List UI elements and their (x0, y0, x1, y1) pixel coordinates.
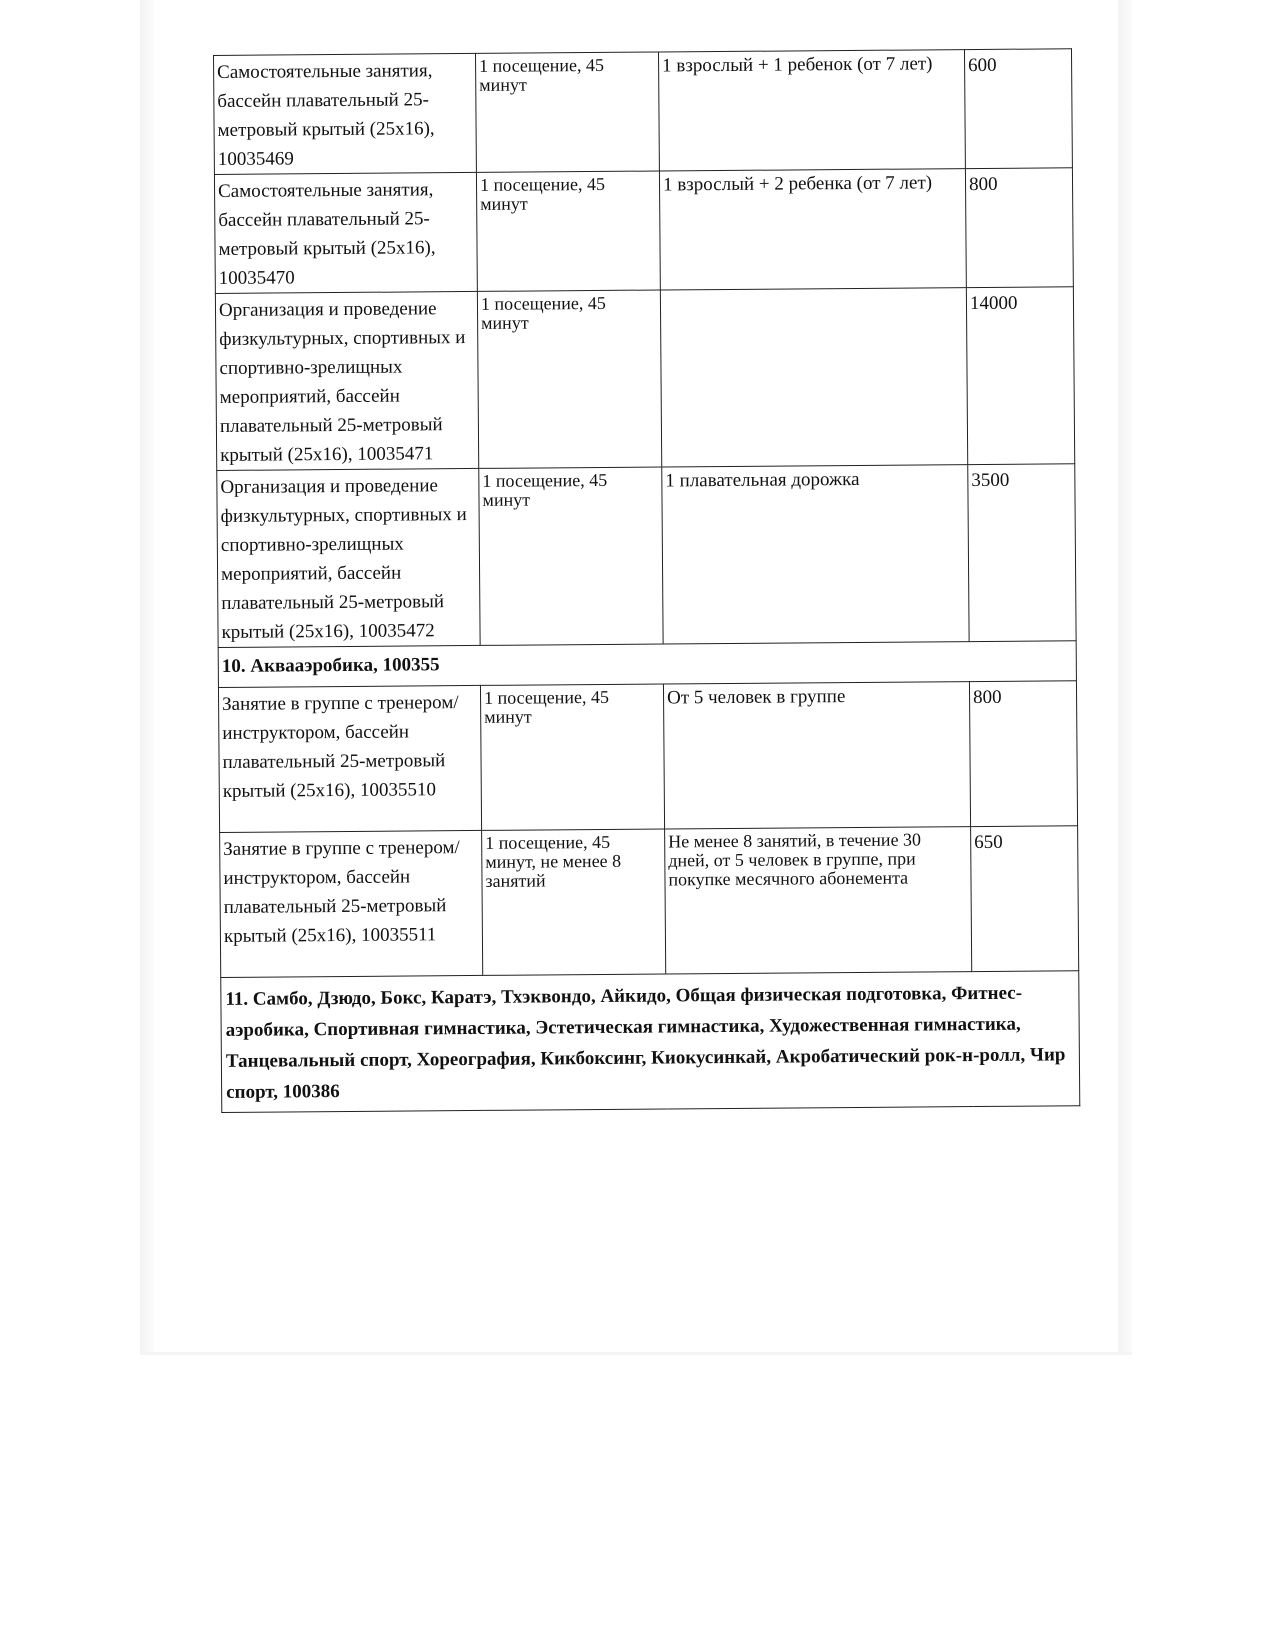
price-cell: 14000 (966, 287, 1074, 465)
service-name-cell: Занятие в группе с тренером/инструктором, бассейн плавательный 25-метровый крытый (25х16), 10035511 (220, 830, 483, 977)
table-row (214, 168, 1073, 294)
table-row (217, 464, 1076, 648)
price-cell: 650 (971, 826, 1079, 972)
scan-edge-left (140, 0, 154, 1355)
scan-edge-bottom (140, 1352, 1132, 1355)
scan-edge-right (1118, 0, 1132, 1355)
service-name-cell: Самостоятельные занятия, бассейн плавательный 25-метровый крытый (25х16), 10035470 (214, 172, 477, 293)
duration-cell: 1 посещение, 45 минут (480, 684, 664, 830)
price-table (213, 48, 1080, 1113)
section-header-row (221, 971, 1080, 1113)
duration-cell: 1 посещение, 45 минут (476, 171, 660, 291)
service-name-cell: Занятие в группе с тренером/инструктором, бассейн плавательный 25-метровый крытый (25х16), 10035510 (218, 685, 481, 832)
duration-cell: 1 посещение, 45 минут, не менее 8 занятий (482, 829, 666, 975)
condition-cell: 1 плавательная дорожка (662, 465, 969, 644)
table-row (215, 287, 1074, 471)
condition-cell: Не менее 8 занятий, в течение 30 дней, от 5 человек в группе, при покупке месячного абонемента (665, 827, 972, 974)
condition-cell (660, 288, 967, 467)
condition-cell: От 5 человек в группе (663, 682, 970, 829)
condition-cell: 1 взрослый + 2 ребенка (от 7 лет) (659, 169, 966, 290)
duration-cell: 1 посещение, 45 минут (479, 467, 663, 645)
duration-cell: 1 посещение, 45 минут (475, 52, 659, 172)
price-cell: 3500 (968, 464, 1076, 642)
price-cell: 600 (964, 49, 1072, 169)
duration-cell: 1 посещение, 45 минут (477, 290, 661, 468)
service-name-cell: Организация и проведение физкультурных, спортивных и спортивно-зрелищных мероприятий, бассейн плавательный 25-метровый крытый (25х16), 10035472 (217, 468, 480, 647)
price-cell: 800 (965, 168, 1073, 288)
section-title-aquaaerobics: 10. Аквааэробика, 100355 (218, 641, 1076, 688)
section-header-row (218, 641, 1076, 688)
section-title-martial-arts: 11. Самбо, Дзюдо, Бокс, Каратэ, Тхэквондо, Айкидо, Общая физическая подготовка, Фитнес-аэробика, Спортивная гимнастика, Эстетическая гимнастика, Художественная гимнастика, Танцевальный спорт, Хореография, Кикбоксинг, Киокусинкай, Акробатический рок-н-ролл, Чир спорт, 100386 (221, 971, 1080, 1113)
condition-cell: 1 взрослый + 1 ребенок (от 7 лет) (658, 50, 965, 171)
table-row (218, 681, 1077, 833)
service-name-cell: Организация и проведение физкультурных, спортивных и спортивно-зрелищных мероприятий, бассейн плавательный 25-метровый крытый (25х16), 10035471 (215, 291, 478, 470)
service-name-cell: Самостоятельные занятия, бассейн плавательный 25-метровый крытый (25х16), 10035469 (214, 53, 477, 174)
table-row (220, 826, 1079, 978)
price-cell: 800 (969, 681, 1077, 827)
table-row (214, 49, 1073, 175)
